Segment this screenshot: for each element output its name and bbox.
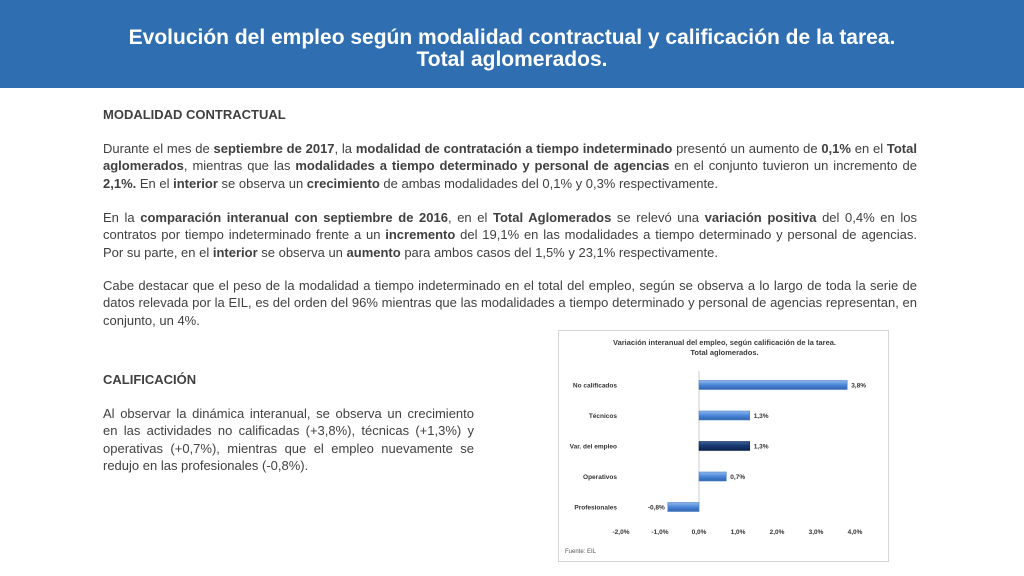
data-label: 0,7% — [730, 474, 746, 481]
x-tick-label: 4,0% — [847, 529, 863, 536]
category-label: Profesionales — [574, 504, 617, 512]
bold-text-run: 0,1% — [821, 141, 851, 156]
text-run: se observa un — [217, 175, 307, 191]
bold-text-run: crecimiento — [306, 175, 380, 191]
bar-operativos — [699, 472, 726, 481]
text-run: , la — [334, 141, 356, 156]
x-tick-label: 2,0% — [769, 529, 785, 536]
title-banner — [0, 0, 1024, 88]
page-title-line-2: Total aglomerados. — [416, 48, 608, 71]
bar-profesionales — [668, 503, 699, 512]
text-run: Durante el mes de — [103, 141, 214, 156]
text-run: del 19,1% en las modalidades a tiempo determinado y personal de agencias. Por su parte, en el — [103, 227, 917, 260]
bold-text-run: 2,1%. — [103, 175, 137, 191]
chart-panel — [558, 330, 889, 562]
modalidad-paragraph-3 — [103, 277, 917, 329]
text-run: en el — [850, 141, 887, 156]
bold-text-run: Total Aglomerados — [493, 210, 612, 225]
chart-source: Fuente: EIL — [565, 549, 597, 555]
text-run: Cabe destacar que el peso de la modalidad a tiempo indeterminado en el total del empleo, según se observa a lo largo de toda la serie de datos relevada por la EIL, es del orden del 96% mientras que las modalidades a tiempo determinado y personal de agencias representan, en conjunto, un 4%. — [103, 278, 917, 328]
x-tick-label: -1,0% — [651, 529, 669, 536]
bar-t-cnicos — [699, 411, 750, 420]
page-title-line-1: Evolución del empleo según modalidad contractual y calificación de la tarea. — [128, 26, 896, 49]
text-run: para ambos casos del 1,5% y 23,1% respectivamente. — [400, 244, 718, 260]
data-label: -0,8% — [647, 504, 665, 512]
text-run: se observa un — [257, 244, 347, 260]
bar-var-del-empleo — [699, 442, 750, 451]
text-run: En la — [103, 210, 141, 225]
bold-text-run: interior — [212, 244, 258, 260]
text-run: , mientras que las — [183, 158, 296, 174]
paragraph — [103, 277, 917, 329]
modalidad-paragraph-1 — [103, 140, 917, 192]
chart-subtitle: Total aglomerados. — [690, 348, 759, 357]
category-label: Técnicos — [588, 413, 617, 420]
category-label: Operativos — [583, 474, 617, 481]
category-label: Var. del empleo — [569, 443, 617, 451]
section-heading-calificacion: CALIFICACIÓN — [103, 372, 197, 387]
data-label: 1,3% — [753, 413, 769, 420]
bold-text-run: modalidad de contratación a tiempo indeterminado — [355, 141, 673, 156]
data-label: 1,3% — [753, 443, 769, 451]
text-run: Al observar la dinámica interanual, se observa un crecimiento en las actividades no calificadas (+3,8%), técnicas (+1,3%) y operativas (+0,7%), mientras que el empleo nuevamente se redujo en las profesionales (-0,8%). — [103, 406, 474, 473]
chart-title: Variación interanual del empleo, según calificación de la tarea. — [613, 338, 836, 347]
text-run: En el — [136, 175, 174, 191]
bar-no-calificados — [699, 381, 847, 390]
x-tick-label: 1,0% — [730, 529, 746, 536]
text-run: presentó un aumento de — [672, 141, 822, 156]
text-run: , en el — [447, 210, 494, 225]
x-tick-label: 0,0% — [691, 529, 707, 536]
text-run: del 0,4% en los contratos por tiempo indeterminado frente a un — [103, 210, 917, 243]
bar-chart — [559, 331, 888, 561]
calificacion-paragraph-1 — [103, 405, 474, 474]
modalidad-paragraph-2 — [103, 209, 917, 261]
calificacion-section — [103, 371, 474, 388]
bold-text-run: aumento — [346, 244, 401, 260]
data-label: 3,8% — [851, 382, 867, 390]
category-label: No calificados — [572, 382, 617, 390]
text-run: en el conjunto tuvieron un incremento de — [669, 158, 917, 174]
bold-text-run: incremento — [385, 227, 456, 243]
section-heading-modalidad: MODALIDAD CONTRACTUAL — [103, 107, 286, 122]
bold-text-run: comparación interanual con septiembre de 2016 — [140, 210, 448, 225]
bold-text-run: septiembre de 2017 — [213, 141, 335, 156]
text-run: de ambas modalidades del 0,1% y 0,3% respectivamente. — [379, 175, 718, 191]
text-run: se relevó una — [611, 210, 705, 225]
bold-text-run: variación positiva — [704, 210, 817, 225]
x-tick-label: 3,0% — [808, 529, 824, 536]
x-tick-label: -2,0% — [612, 529, 630, 536]
paragraph — [103, 209, 917, 261]
modalidad-section — [103, 106, 917, 123]
bold-text-run: interior — [173, 175, 218, 191]
bold-text-run: modalidades a tiempo determinado y personal de agencias — [295, 158, 670, 174]
paragraph — [103, 405, 474, 474]
paragraph — [103, 140, 917, 192]
bold-text-run: Total aglomerados — [103, 141, 917, 174]
